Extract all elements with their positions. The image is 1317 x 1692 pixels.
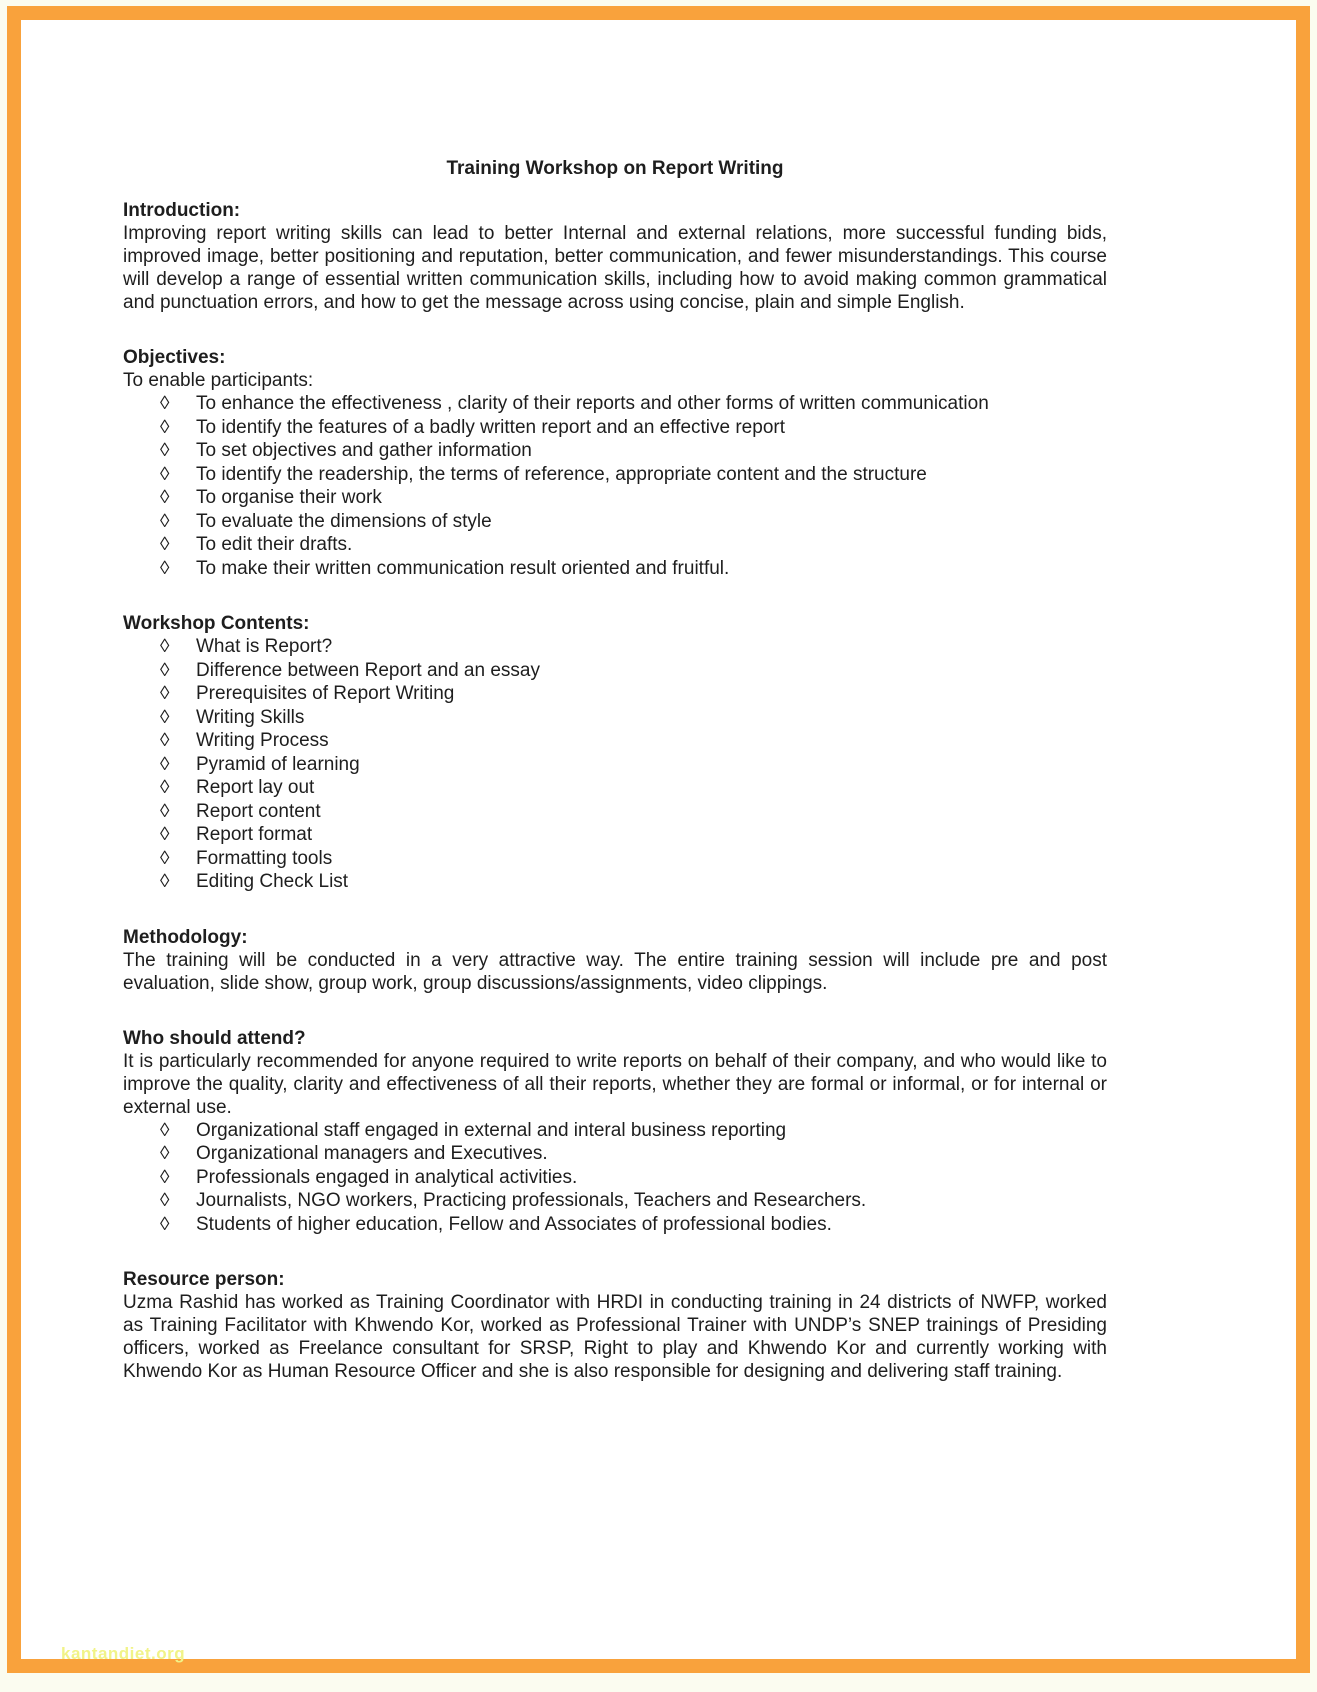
list-item (123, 870, 1107, 894)
list-item-text: Report content (196, 800, 321, 822)
list-item (123, 533, 1107, 557)
lozenge-bullet-icon: ◊ (160, 534, 170, 555)
lozenge-bullet-icon: ◊ (160, 393, 170, 414)
lozenge-bullet-icon: ◊ (160, 463, 170, 485)
methodology-heading: Methodology: (123, 926, 248, 948)
lozenge-bullet-icon: ◊ (160, 1143, 170, 1164)
list-item-text: Difference between Report and an essay (196, 659, 540, 681)
lozenge-bullet-icon: ◊ (160, 1213, 170, 1235)
lozenge-bullet-icon: ◊ (160, 416, 170, 438)
section-methodology (123, 926, 1107, 995)
objectives-lead: To enable participants: (123, 370, 314, 391)
lozenge-bullet-icon: ◊ (160, 1190, 170, 1211)
list-item-text: Writing Process (196, 730, 329, 751)
watermark: kantandiet.org (61, 1644, 186, 1663)
lozenge-bullet-icon: ◊ (160, 800, 170, 822)
list-item (123, 1119, 1107, 1143)
list-item (123, 753, 1107, 777)
page-title: Training Workshop on Report Writing (446, 158, 784, 179)
lozenge-bullet-icon: ◊ (160, 1166, 170, 1188)
list-item-text: To set objectives and gather information (196, 440, 532, 461)
list-item (123, 635, 1107, 659)
lozenge-bullet-icon: ◊ (160, 706, 170, 728)
list-item-text: Students of higher education, Fellow and Associates of professional bodies. (196, 1213, 832, 1235)
section-objectives (123, 346, 1107, 580)
list-item-text: To edit their drafts. (196, 534, 353, 555)
list-item-text: To identify the readership, the terms of reference, appropriate content and the structure (196, 463, 927, 485)
lozenge-bullet-icon: ◊ (160, 510, 170, 532)
list-item-text: To enhance the effectiveness , clarity of their reports and other forms of written communication (196, 393, 989, 414)
workshop-contents-heading: Workshop Contents: (123, 613, 310, 634)
resource-person-body: Uzma Rashid has worked as Training Coordinator with HRDI in conducting training in 24 districts of NWFP, worked as Training Facilitator with Khwendo Kor, worked as Professional Trainer with UNDP’s SNEP trainings of Presiding officers, worked as Freelance consultant for SRSP, Right to play and Khwendo Kor and currently working with Khwendo Kor as Human Resource Officer and she is also responsible for designing and delivering staff training. (123, 1292, 1107, 1382)
resource-person-heading: Resource person: (123, 1269, 285, 1290)
list-item-text: What is Report? (196, 636, 333, 657)
list-item-text: Journalists, NGO workers, Practicing professionals, Teachers and Researchers. (196, 1190, 867, 1211)
list-item (123, 486, 1107, 510)
lozenge-bullet-icon: ◊ (160, 1119, 170, 1141)
list-item-text: Pyramid of learning (196, 753, 360, 775)
list-item-text: Organizational staff engaged in external and interal business reporting (196, 1119, 787, 1141)
who-should-attend-body: It is particularly recommended for anyone required to write reports on behalf of their company, and who would like to improve the quality, clarity and effectiveness of all their reports, whether they are formal or informal, or for internal or external use. (123, 1050, 1107, 1118)
list-item-text: To organise their work (196, 487, 382, 508)
list-item-text: To identify the features of a badly written report and an effective report (196, 416, 785, 438)
who-should-attend-heading: Who should attend? (123, 1027, 306, 1049)
page-content (21, 20, 1296, 1383)
lozenge-bullet-icon: ◊ (160, 777, 170, 798)
who-should-attend-list (123, 1119, 1107, 1237)
list-item (123, 463, 1107, 487)
lozenge-bullet-icon: ◊ (160, 659, 170, 681)
list-item-text: Report format (196, 824, 313, 845)
list-item (123, 557, 1107, 581)
lozenge-bullet-icon: ◊ (160, 487, 170, 508)
introduction-body: Improving report writing skills can lead to better Internal and external relations, more successful funding bids, improved image, better positioning and reputation, better communication, and fewer misunderstandings. This course will develop a range of essential written communication skills, including how to avoid making common grammatical and punctuation errors, and how to get the message across using concise, plain and simple English. (123, 223, 1107, 313)
introduction-heading: Introduction: (123, 200, 241, 221)
lozenge-bullet-icon: ◊ (160, 753, 170, 775)
list-item-text: Writing Skills (196, 706, 305, 728)
list-item (123, 800, 1107, 824)
list-item-text: Formatting tools (196, 847, 333, 869)
lozenge-bullet-icon: ◊ (160, 440, 170, 461)
list-item (123, 823, 1107, 847)
lozenge-bullet-icon: ◊ (160, 557, 170, 579)
lozenge-bullet-icon: ◊ (160, 871, 170, 892)
objectives-heading: Objectives: (123, 347, 226, 368)
workshop-contents-list (123, 635, 1107, 894)
section-introduction (123, 199, 1107, 314)
list-item (123, 706, 1107, 730)
section-workshop-contents (123, 612, 1107, 894)
objectives-list (123, 392, 1107, 580)
list-item (123, 439, 1107, 463)
list-item (123, 1189, 1107, 1213)
list-item (123, 682, 1107, 706)
methodology-body: The training will be conducted in a very attractive way. The entire training session will include pre and post evaluation, slide show, group work, group discussions/assignments, video clippings. (123, 949, 1107, 994)
lozenge-bullet-icon: ◊ (160, 847, 170, 869)
list-item (123, 1142, 1107, 1166)
lozenge-bullet-icon: ◊ (160, 730, 170, 751)
list-item-text: Editing Check List (196, 871, 349, 892)
section-resource-person (123, 1268, 1107, 1383)
list-item (123, 776, 1107, 800)
list-item-text: To evaluate the dimensions of style (196, 510, 492, 532)
list-item (123, 392, 1107, 416)
list-item (123, 416, 1107, 440)
lozenge-bullet-icon: ◊ (160, 636, 170, 657)
list-item (123, 510, 1107, 534)
list-item (123, 847, 1107, 871)
page-frame (7, 6, 1310, 1673)
lozenge-bullet-icon: ◊ (160, 824, 170, 845)
list-item (123, 1213, 1107, 1237)
list-item-text: To make their written communication result oriented and fruitful. (196, 557, 730, 579)
list-item-text: Report lay out (196, 777, 315, 798)
list-item (123, 1166, 1107, 1190)
list-item-text: Prerequisites of Report Writing (196, 683, 455, 704)
list-item-text: Professionals engaged in analytical activities. (196, 1166, 578, 1188)
lozenge-bullet-icon: ◊ (160, 683, 170, 704)
list-item (123, 659, 1107, 683)
list-item-text: Organizational managers and Executives. (196, 1143, 548, 1164)
list-item (123, 729, 1107, 753)
section-who-should-attend (123, 1027, 1107, 1237)
